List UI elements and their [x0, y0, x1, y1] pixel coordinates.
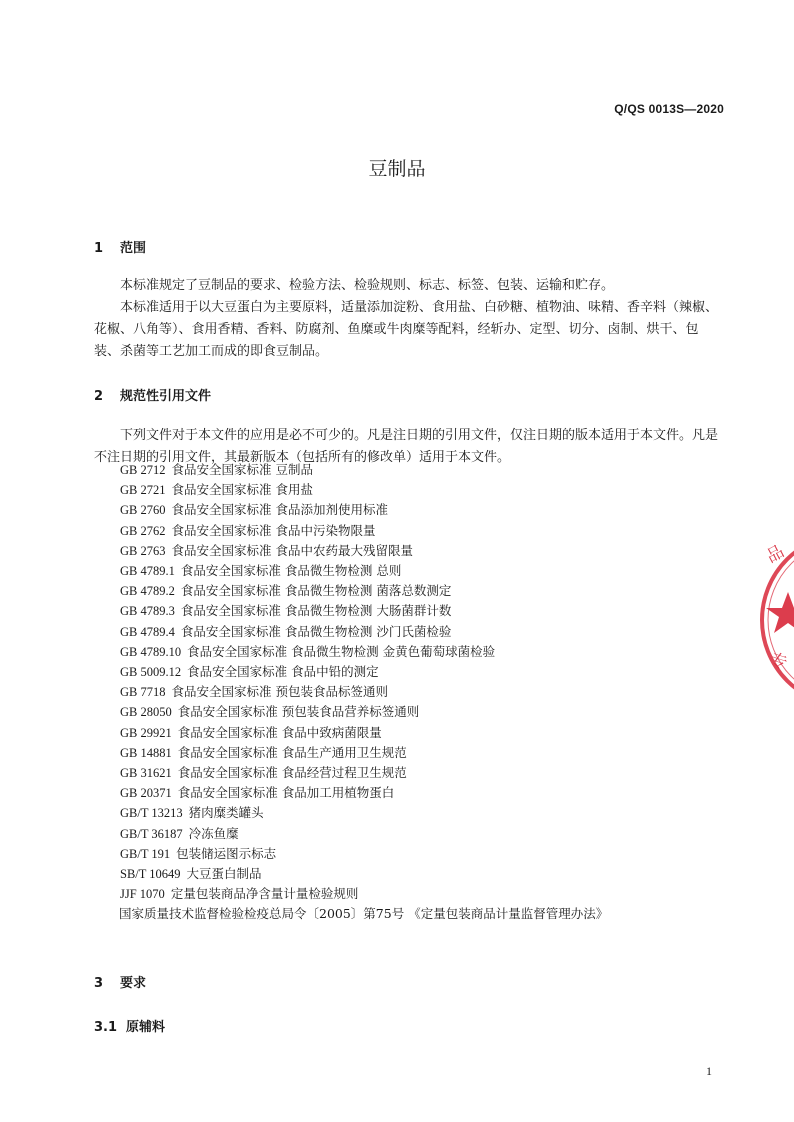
reference-item [120, 783, 609, 803]
reference-item [120, 460, 609, 480]
reference-code: GB 2762 [120, 523, 166, 538]
reference-code: GB 4789.4 [120, 624, 175, 639]
reference-item [120, 763, 609, 783]
document-title: 豆制品 [368, 158, 426, 180]
reference-code: GB 4789.3 [120, 604, 175, 619]
reference-title: 食品安全国家标准 食品经营过程卫生规范 [177, 765, 407, 781]
section-number: 3 [94, 976, 104, 991]
reference-item [120, 601, 609, 621]
reference-item [120, 864, 609, 884]
reference-item [120, 884, 609, 904]
reference-title: 食品安全国家标准 食品微生物检测 菌落总数测定 [180, 583, 452, 599]
reference-item [120, 480, 609, 500]
reference-code: GB 5009.12 [120, 665, 182, 680]
section-1-heading [94, 237, 146, 256]
reference-item [120, 662, 609, 682]
reference-code: GB 28050 [120, 705, 172, 720]
reference-item [120, 541, 609, 561]
section-number: 1 [94, 241, 104, 256]
reference-code: GB/T 13213 [120, 806, 183, 821]
reference-title: 食品安全国家标准 食品中铅的测定 [187, 664, 379, 680]
reference-item [120, 500, 609, 520]
reference-title: 食品安全国家标准 豆制品 [171, 462, 313, 477]
page-number: 1 [706, 1064, 712, 1078]
reference-title: 大豆蛋白制品 [186, 866, 262, 882]
reference-item [120, 682, 609, 702]
scope-paragraph-1: 本标准规定了豆制品的要求、检验方法、检验规则、标志、标签、包装、运输和贮存。 [120, 278, 615, 293]
reference-title: 食品安全国家标准 食品中致病菌限量 [177, 724, 382, 740]
reference-title: 食品安全国家标准 食用盐 [171, 482, 313, 498]
reference-code: GB 2760 [120, 503, 166, 518]
reference-item [120, 743, 609, 763]
reference-list [120, 460, 609, 925]
scope-text [94, 275, 724, 363]
reference-code: GB 31621 [120, 766, 172, 781]
reference-code: GB/T 191 [120, 846, 171, 861]
standard-code: Q/QS 0013S—2020 [614, 102, 724, 116]
reference-code: SB/T 10649 [120, 867, 181, 882]
reference-code: GB 20371 [120, 786, 172, 801]
reference-code: GB 4789.10 [120, 644, 182, 659]
reference-title: 食品安全国家标准 食品添加剂使用标准 [171, 502, 388, 518]
reference-item [120, 844, 609, 864]
reference-title: 食品安全国家标准 食品中农药最大残留限量 [171, 542, 413, 558]
section-number: 2 [94, 389, 104, 404]
section-title: 规范性引用文件 [120, 389, 212, 404]
reference-code: GB 29921 [120, 725, 172, 740]
reference-title: 定量包装商品净含量计量检验规则 [170, 886, 359, 902]
reference-title: 食品安全国家标准 食品生产通用卫生规范 [177, 744, 407, 760]
reference-code: GB 2721 [120, 483, 166, 498]
reference-item [120, 824, 609, 844]
reference-code: GB 7718 [120, 685, 166, 700]
references-intro-text: 下列文件对于本文件的应用是必不可少的。凡是注日期的引用文件，仅注日期的版本适用于本文件。凡是不注日期的引用文件，其最新版本（包括所有的修改单）适用于本文件。 [94, 428, 719, 465]
reference-item [120, 702, 609, 722]
subsection-number: 3.1 [94, 1020, 118, 1035]
section-title: 范围 [120, 241, 147, 256]
subsection-3-1-heading [94, 1016, 165, 1035]
subsection-title: 原辅料 [126, 1020, 166, 1035]
reference-item [120, 581, 609, 601]
reference-title: 食品安全国家标准 预包装食品标签通则 [171, 684, 388, 700]
reference-item [120, 622, 609, 642]
reference-title: 食品安全国家标准 食品微生物检测 总则 [180, 563, 402, 579]
reference-title: 食品安全国家标准 食品微生物检测 金黄色葡萄球菌检验 [187, 643, 496, 659]
reference-code: GB 2763 [120, 543, 166, 558]
red-seal-stamp [748, 520, 794, 720]
section-2-heading [94, 385, 211, 404]
svg-text:专: 专 [767, 649, 790, 675]
reference-title: 猪肉糜类罐头 [188, 805, 264, 821]
reference-title: 包装储运图示标志 [176, 845, 277, 861]
reference-title: 食品安全国家标准 食品中污染物限量 [171, 522, 376, 538]
reference-title: 冷冻鱼糜 [188, 825, 239, 841]
svg-text:品: 品 [763, 541, 788, 568]
reference-code: GB 4789.2 [120, 584, 175, 599]
reference-item [120, 803, 609, 823]
reference-code: GB 14881 [120, 745, 172, 760]
reference-code: JJF 1070 [120, 887, 165, 902]
reference-title: 食品安全国家标准 食品微生物检测 沙门氏菌检验 [180, 623, 452, 639]
section-title: 要求 [120, 976, 147, 991]
section-3-heading [94, 972, 146, 991]
reference-item [120, 723, 609, 743]
reference-title: 食品安全国家标准 预包装食品营养标签通则 [177, 704, 420, 720]
reference-item-regulation: 国家质量技术监督检验检疫总局令〔2005〕第75号 《定量包装商品计量监督管理办法》 [119, 906, 609, 922]
reference-title: 食品安全国家标准 食品加工用植物蛋白 [177, 785, 395, 801]
reference-item [120, 521, 609, 541]
reference-item [120, 561, 609, 581]
reference-code: GB 2712 [120, 463, 166, 477]
reference-title: 食品安全国家标准 食品微生物检测 大肠菌群计数 [180, 603, 452, 619]
reference-code: GB 4789.1 [120, 564, 175, 579]
reference-code: GB/T 36187 [120, 826, 183, 841]
scope-paragraph-2: 本标准适用于以大豆蛋白为主要原料，适量添加淀粉、食用盐、白砂糖、植物油、味精、香辛料（辣椒、花椒、八角等）、食用香精、香料、防腐剂、鱼糜或牛肉糜等配料，经斩办、定型、切分、卤制、烘干、包装、杀菌等工艺加工而成的即食豆制品。 [94, 300, 719, 359]
reference-item [120, 642, 609, 662]
seal-graphic [748, 520, 794, 720]
